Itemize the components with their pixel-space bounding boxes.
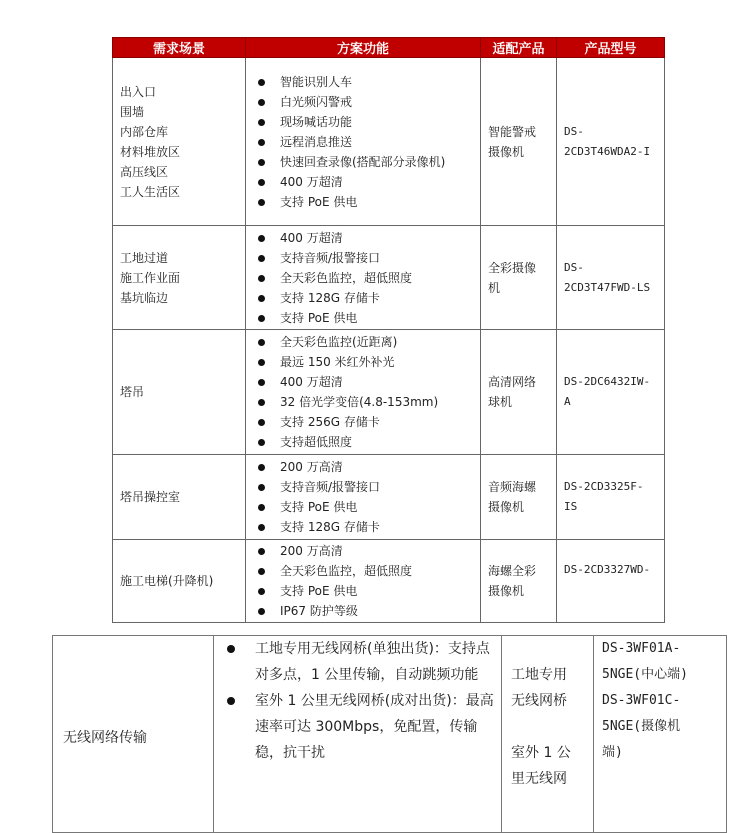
product-line: 无线网桥: [511, 693, 567, 709]
table-row: [113, 58, 665, 226]
scene-line: 基坑临边: [120, 290, 169, 305]
camera-solution-table: [112, 37, 665, 623]
scene-line: 高压线区: [120, 164, 169, 179]
feature-item: 支持 256G 存储卡: [246, 412, 480, 432]
feature-item: 400 万超清: [246, 172, 480, 192]
scene-line: 工人生活区: [120, 184, 181, 199]
scene-cell: [113, 540, 246, 623]
scene-cell: [113, 455, 246, 540]
feature-item: 32 倍光学变倍(4.8-153mm): [246, 392, 480, 412]
feature-item: 现场喊话功能: [246, 112, 480, 132]
feature-item: 400 万超清: [246, 228, 480, 248]
model-line: DS-2CD3325F-: [564, 480, 644, 493]
spacer: [511, 714, 593, 740]
product-cell: [481, 455, 557, 540]
feature-item: IP67 防护等级: [246, 601, 480, 621]
scene-line: 施工电梯(升降机): [120, 574, 214, 588]
model-cell: [557, 330, 665, 455]
features-cell: [246, 226, 481, 330]
model-line: 5NGE(摄像机: [602, 719, 681, 734]
features-cell: [246, 330, 481, 455]
features-cell: [214, 636, 502, 833]
product-line: 摄像机: [488, 500, 525, 514]
feature-item: 支持超低照度: [246, 432, 480, 452]
model-line: DS-: [564, 260, 584, 274]
scene-cell: [113, 226, 246, 330]
features-cell: [246, 540, 481, 623]
model-line: DS-2CD3327WD-: [564, 563, 651, 576]
model-cell: [594, 636, 727, 833]
scene-cell: [113, 58, 246, 226]
product-cell: [481, 330, 557, 455]
scene-line: 塔吊: [120, 385, 145, 399]
features-cell: [246, 58, 481, 226]
feature-item: 支持 PoE 供电: [246, 581, 480, 601]
table-row: [113, 226, 665, 330]
feature-item: 支持 128G 存储卡: [246, 288, 480, 308]
scene-line: 塔吊操控室: [120, 490, 181, 504]
product-line: 音频海螺: [488, 480, 537, 494]
product-line: 摄像机: [488, 144, 525, 159]
feature-item: 快速回查录像(搭配部分录像机): [246, 152, 480, 172]
feature-item: 室外 1 公里无线网桥(成对出货)：最高速率可达 300Mbps，免配置，传输稳，抗干扰: [214, 688, 501, 766]
product-line: 高清网络: [488, 375, 537, 389]
scene-line: 出入口: [120, 84, 157, 99]
header-scene: 需求场景: [113, 38, 246, 58]
model-cell: [557, 540, 665, 623]
table-row: [113, 540, 665, 623]
feature-item: 全天彩色监控(近距离): [246, 332, 480, 352]
scene-line: 工地过道: [120, 250, 169, 265]
model-line: 5NGE(中心端): [602, 667, 688, 682]
table-header-row: [113, 38, 665, 58]
feature-item: 支持 PoE 供电: [246, 497, 480, 517]
model-line: 端): [602, 745, 623, 760]
feature-item: 全天彩色监控，超低照度: [246, 561, 480, 581]
table-row: [53, 636, 727, 833]
feature-item: 支持音频/报警接口: [246, 248, 480, 268]
table-row: [113, 330, 665, 455]
model-cell: [557, 226, 665, 330]
product-cell: [481, 540, 557, 623]
model-line: DS-: [564, 124, 584, 138]
scene-line: 内部仓库: [120, 124, 169, 139]
product-line: 机: [488, 280, 501, 295]
scene-cell: [113, 330, 246, 455]
feature-item: 最远 150 米红外补光: [246, 352, 480, 372]
feature-item: 支持 128G 存储卡: [246, 517, 480, 537]
product-line: 智能警戒: [488, 124, 537, 139]
feature-item: 200 万高清: [246, 541, 480, 561]
product-cell: [502, 636, 594, 833]
feature-item: 白光频闪警戒: [246, 92, 480, 112]
feature-item: 200 万高清: [246, 457, 480, 477]
model-line: A: [564, 395, 571, 408]
model-line: 2CD3T46WDA2-I: [564, 144, 651, 158]
feature-item: 400 万超清: [246, 372, 480, 392]
model-line: DS-3WF01C-: [602, 693, 681, 708]
model-line: 2CD3T47FWD-LS: [564, 280, 651, 294]
header-model: 产品型号: [557, 38, 665, 58]
features-cell: [246, 455, 481, 540]
scene-line: 施工作业面: [120, 270, 181, 285]
scene-line: 围墙: [120, 104, 145, 119]
table-row: [113, 455, 665, 540]
product-line: 工地专用: [511, 667, 567, 683]
model-line: IS: [564, 500, 578, 513]
feature-item: 远程消息推送: [246, 132, 480, 152]
model-cell: [557, 58, 665, 226]
header-features: 方案功能: [246, 38, 481, 58]
product-line: 全彩摄像: [488, 260, 537, 275]
product-line: 球机: [488, 395, 513, 409]
product-line: 室外 1 公: [511, 745, 571, 761]
feature-item: 智能识别人车: [246, 72, 480, 92]
header-product: 适配产品: [481, 38, 557, 58]
feature-item: 支持音频/报警接口: [246, 477, 480, 497]
feature-item: 全天彩色监控，超低照度: [246, 268, 480, 288]
product-cell: [481, 226, 557, 330]
model-cell: [557, 455, 665, 540]
product-cell: [481, 58, 557, 226]
model-line: DS-3WF01A-: [602, 641, 681, 656]
feature-item: 支持 PoE 供电: [246, 192, 480, 212]
scene-cell: 无线网络传输: [53, 636, 214, 833]
wireless-transmission-table: [52, 635, 727, 833]
model-line: DS-2DC6432IW-: [564, 375, 651, 388]
product-line: 里无线网: [511, 771, 567, 787]
product-line: 海螺全彩: [488, 564, 537, 578]
product-line: 摄像机: [488, 584, 525, 598]
feature-item: 支持 PoE 供电: [246, 308, 480, 328]
scene-line: 材料堆放区: [120, 144, 181, 159]
feature-item: 工地专用无线网桥(单独出货)：支持点对多点，1 公里传输，自动跳频功能: [214, 636, 501, 688]
